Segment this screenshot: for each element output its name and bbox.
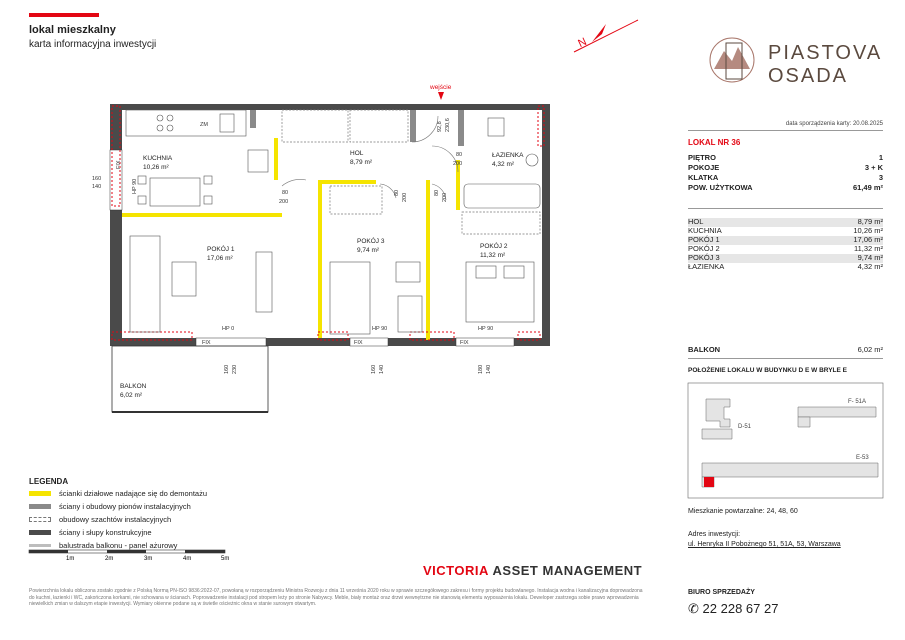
svg-text:200: 200 [279, 199, 289, 205]
phone-icon: ✆ [688, 601, 699, 616]
legend-title: LEGENDA [29, 477, 69, 486]
svg-text:ZM: ZM [200, 122, 208, 128]
svg-text:5m: 5m [221, 556, 230, 562]
room-label-pokoj1: POKÓJ 1 [207, 246, 235, 253]
svg-text:3m: 3m [144, 556, 153, 562]
developer-logo: VICTORIA ASSET MANAGEMENT [423, 563, 643, 578]
header-accent-bar [29, 13, 99, 17]
svg-text:230: 230 [232, 364, 238, 374]
logo-text [768, 42, 882, 88]
svg-text:HP 90: HP 90 [372, 326, 388, 332]
divider [688, 358, 883, 359]
floor-plan [92, 84, 560, 430]
north-label: N [576, 35, 589, 51]
entrance-label: wejście [430, 84, 452, 91]
legend-item: ścianki działowe nadające się do demontażu [29, 489, 207, 498]
svg-text:FIX: FIX [354, 340, 363, 346]
svg-text:HP 0: HP 0 [222, 326, 235, 332]
position-title: POŁOŻENIE LOKALU W BUDYNKU D E W BRYLE E [688, 367, 848, 374]
svg-text:80: 80 [456, 152, 463, 158]
phone-number: 22 228 67 27 [702, 601, 779, 616]
svg-text:HP 90: HP 90 [132, 178, 138, 194]
address-label: Adres inwestycji: [688, 531, 741, 538]
svg-text:160: 160 [371, 364, 377, 374]
svg-text:FIX: FIX [202, 340, 211, 346]
svg-text:200: 200 [442, 192, 448, 202]
room-label-balkon: BALKON [120, 383, 147, 390]
room-label-lazienka: ŁAZIENKA [492, 152, 524, 159]
room-area-balkon: 6,02 m² [120, 392, 143, 399]
svg-text:HP 90: HP 90 [478, 326, 494, 332]
room-area-pokoj3: 9,74 m² [357, 247, 380, 254]
room-labels [120, 150, 524, 399]
svg-text:92,8: 92,8 [437, 121, 443, 132]
address-link[interactable]: ul. Henryka II Pobożnego 51, 51A, 53, Warszawa [688, 541, 841, 548]
svg-text:1m: 1m [66, 556, 75, 562]
disclaimer-text: Powierzchnia lokalu obliczona zostało zgodnie z Polską Normą PN-ISO 9836:2022-07, powołaną w rozporządzeniu Ministra Rozwoju z dnia 11 września 2020 roku w sprawie szczegółowego zakresu i formy projektu budowlanego. Instalacja wodna i kanalizacyjna doprowadzona do kuchni, łazienki i WC, zakończona korkami, nie schowana w ścianach. Poprowadzenie instalacji pod stropem leży po stronie Nabywcy. Meble, biały montaż oraz drzwi wewnętrzne nie stanowią elementu wyposażenia lokalu. Deweloper zastrzega sobie prawo wprowadzenia niewielkich zmian w dalszym etapie inwestycji. Wymiary okienne podane są w świetle ościeżnic okna w stanie surowym otwartym. [29, 588, 643, 607]
svg-text:140: 140 [379, 364, 385, 374]
room-label-hol: HOL [350, 150, 364, 157]
divider [688, 130, 883, 131]
site-label-f51a: F- 51A [848, 399, 867, 405]
divider [688, 208, 883, 209]
legend-item: ściany i obudowy pionów instalacyjnych [29, 502, 191, 511]
legend-item: balustrada balkonu - panel ażurowy [29, 541, 177, 550]
legend-item: obudowy szachtów instalacyjnych [29, 515, 171, 524]
logo-line2: OSADA [768, 65, 849, 87]
svg-text:80: 80 [394, 189, 400, 196]
site-label-e53: E-53 [856, 455, 869, 461]
info-row: POW. UŻYTKOWA 61,49 m² [688, 183, 883, 192]
repeat-note: Mieszkanie powtarzalne: 24, 48, 60 [688, 508, 798, 515]
svg-text:160: 160 [224, 364, 230, 374]
room-row: POKÓJ 2 11,32 m² [688, 244, 883, 253]
site-plan-map [688, 383, 883, 498]
legend-item: ściany i słupy konstrukcyjne [29, 528, 152, 537]
room-label-pokoj3: POKÓJ 3 [357, 238, 385, 245]
room-row: POKÓJ 3 9,74 m² [688, 253, 883, 262]
svg-text:230,6: 230,6 [445, 118, 451, 132]
svg-text:2m: 2m [105, 556, 114, 562]
svg-text:180: 180 [478, 364, 484, 374]
svg-text:80: 80 [434, 189, 440, 196]
svg-text:FIX: FIX [116, 160, 122, 169]
card-date: data sporządzenia karty: 20.08.2025 [785, 121, 883, 127]
info-row: PIĘTRO 1 [688, 153, 883, 162]
page-title: lokal mieszkalny [29, 24, 116, 36]
north-arrow-icon [572, 14, 642, 54]
page-subtitle: karta informacyjna inwestycji [29, 39, 157, 50]
room-row: HOL 8,79 m² [688, 217, 883, 226]
room-row: POKÓJ 1 17,06 m² [688, 235, 883, 244]
room-row: ŁAZIENKA 4,32 m² [688, 262, 883, 271]
room-area-hol: 8,79 m² [350, 159, 373, 166]
room-area-lazienka: 4,32 m² [492, 161, 515, 168]
room-area-kuchnia: 10,26 m² [143, 164, 169, 171]
svg-text:140: 140 [486, 364, 492, 374]
sales-office-label: BIURO SPRZEDAŻY [688, 589, 755, 596]
room-area-pokoj2: 11,32 m² [480, 252, 506, 259]
svg-text:80: 80 [282, 190, 289, 196]
site-label-d51: D-51 [738, 424, 752, 430]
room-row: KUCHNIA 10,26 m² [688, 226, 883, 235]
info-row: KLATKA 3 [688, 173, 883, 182]
info-row: POKOJE 3 + K [688, 163, 883, 172]
room-label-kuchnia: KUCHNIA [143, 155, 173, 162]
room-area-pokoj1: 17,06 m² [207, 255, 233, 262]
scale-bar [29, 548, 239, 562]
svg-text:FIX: FIX [460, 340, 469, 346]
balkon-row: BALKON 6,02 m² [688, 345, 883, 354]
svg-text:140: 140 [92, 184, 102, 190]
room-label-pokoj2: POKÓJ 2 [480, 243, 508, 250]
lokal-number: LOKAL NR 36 [688, 138, 741, 147]
logo-line1: PIASTOVA [768, 42, 883, 64]
svg-text:160: 160 [92, 176, 102, 182]
svg-text:200: 200 [402, 192, 408, 202]
svg-text:200: 200 [453, 161, 463, 167]
svg-text:4m: 4m [183, 556, 192, 562]
sales-phone[interactable] [688, 601, 778, 617]
